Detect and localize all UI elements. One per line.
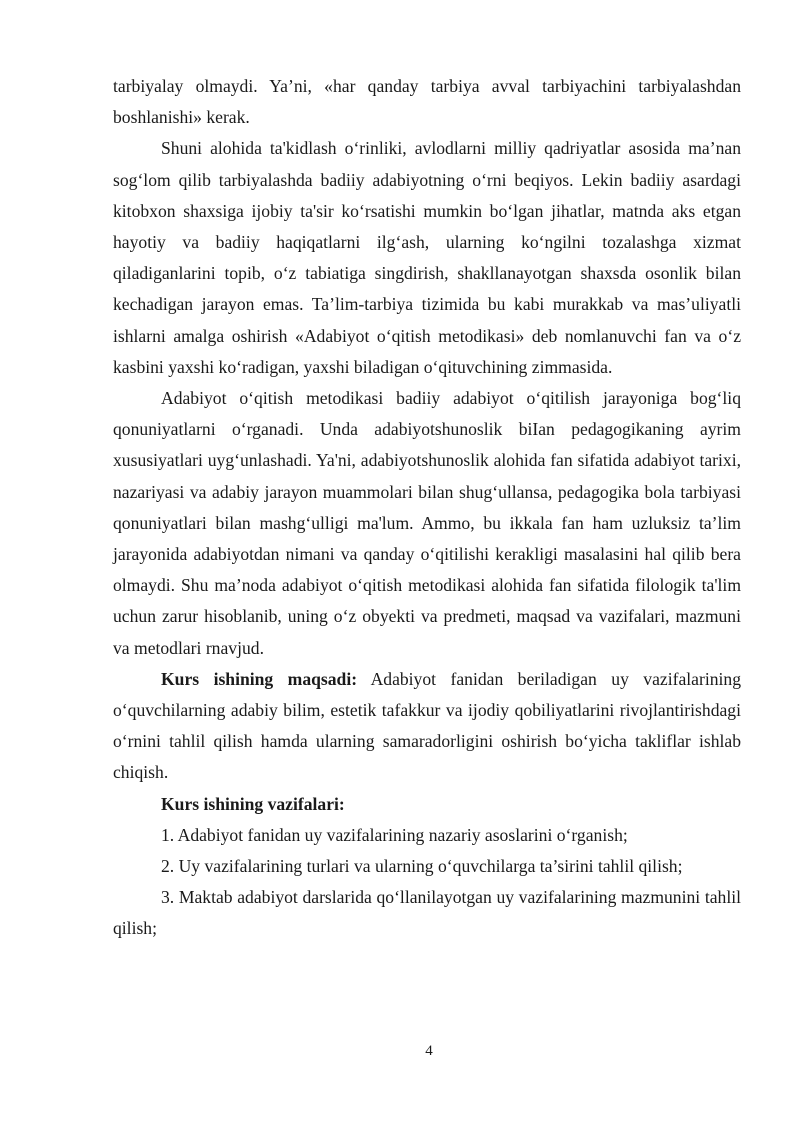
document-body [113, 71, 741, 945]
paragraph-2 [113, 133, 741, 383]
task-text: 1. Adabiyot fanidan uy vazifalarining nazariy asoslarini o‘rganish; [161, 824, 628, 845]
task-item-1 [113, 820, 741, 851]
task-text: 2. Uy vazifalarining turlari va ularning o‘quvchilarga ta’sirini tahlil qilish; [161, 856, 683, 877]
tasks-heading: Kurs ishining vazifalari: [161, 793, 345, 814]
page-number: 4 [425, 1043, 433, 1059]
goal-text: Adabiyot fanidan beriladigan uy vazifalarining o‘quvchilarning adabiy bilim, estetik tafakkur va ijodiy qobiliyatlarini rivojlantirishdagi o‘rnini tahlil qilish hamda ularning samaradorligini oshirish bo‘yicha takliflar ishlab chiqish. [113, 668, 741, 783]
paragraph-1 [113, 71, 741, 133]
paragraph-text: tarbiyalay olmaydi. Ya’ni, «har qanday tarbiya avval tarbiyachini tarbiyalashdan boshlanishi» kerak. [113, 76, 741, 128]
goal-heading: Kurs ishining maqsadi: [161, 668, 358, 689]
paragraph-text: Adabiyot o‘qitish metodikasi badiiy adabiyot o‘qitilish jarayoniga bog‘liq qonuniyatlarni o‘rganadi. Unda adabiyotshunoslik biIan pedagogikaning ayrim xususiyatlari uyg‘unlashadi. Ya'ni, adabiyotshunoslik alohida fan sifatida adabiyot tarixi, nazariyasi va adabiy jarayon muammolari bilan shug‘ullansa, pedagogika bola tarbiyasi qonuniyatlari bilan mashg‘ulligi ma'lum. Ammo, bu ikkala fan ham uzluksiz ta’lim jarayonida adabiyotdan nimani va qanday o‘qitilishi kerakligi masalasini hal qilib bera olmaydi. Shu ma’noda adabiyot o‘qitish metodikasi alohida fan sifatida filologik ta'lim uchun zarur hisoblanib, uning o‘z obyekti va predmeti, maqsad va vazifalari, mazmuni va metodlari rnavjud. [113, 388, 741, 658]
task-item-3 [113, 882, 741, 944]
task-item-2 [113, 851, 741, 882]
task-text: 3. Maktab adabiyot darslarida qo‘llanilayotgan uy vazifalarining mazmunini tahlil qilish; [113, 887, 741, 939]
paragraph-3 [113, 383, 741, 664]
paragraph-text: Shuni alohida ta'kidlash o‘rinliki, avlodlarni milliy qadriyatlar asosida ma’nan sog‘lom qilib tarbiyalashda badiiy adabiyotning o‘rni beqiyos. Lekin badiiy asardagi kitobxon shaxsiga ijobiy ta'sir ko‘rsatishi mumkin bo‘lgan jihatlar, matnda aks etgan hayotiy va badiiy haqiqatlarni ilg‘ash, ularning ko‘ngilni tozalashga xizmat qiladiganlarini topib, o‘z tabiatiga singdirish, shakllanayotgan shaxsda osonlik bilan kechadigan jarayon emas. Ta’lim-tarbiya tizimida bu kabi murakkab va mas’uliyatli ishlarni amalga oshirish «Adabiyot o‘qitish metodikasi» deb nomlanuvchi fan va o‘z kasbini yaxshi ko‘radigan, yaxshi biladigan o‘qituvchining zimmasida. [113, 138, 741, 377]
paragraph-goal [113, 664, 741, 789]
paragraph-tasks-heading [113, 789, 741, 820]
